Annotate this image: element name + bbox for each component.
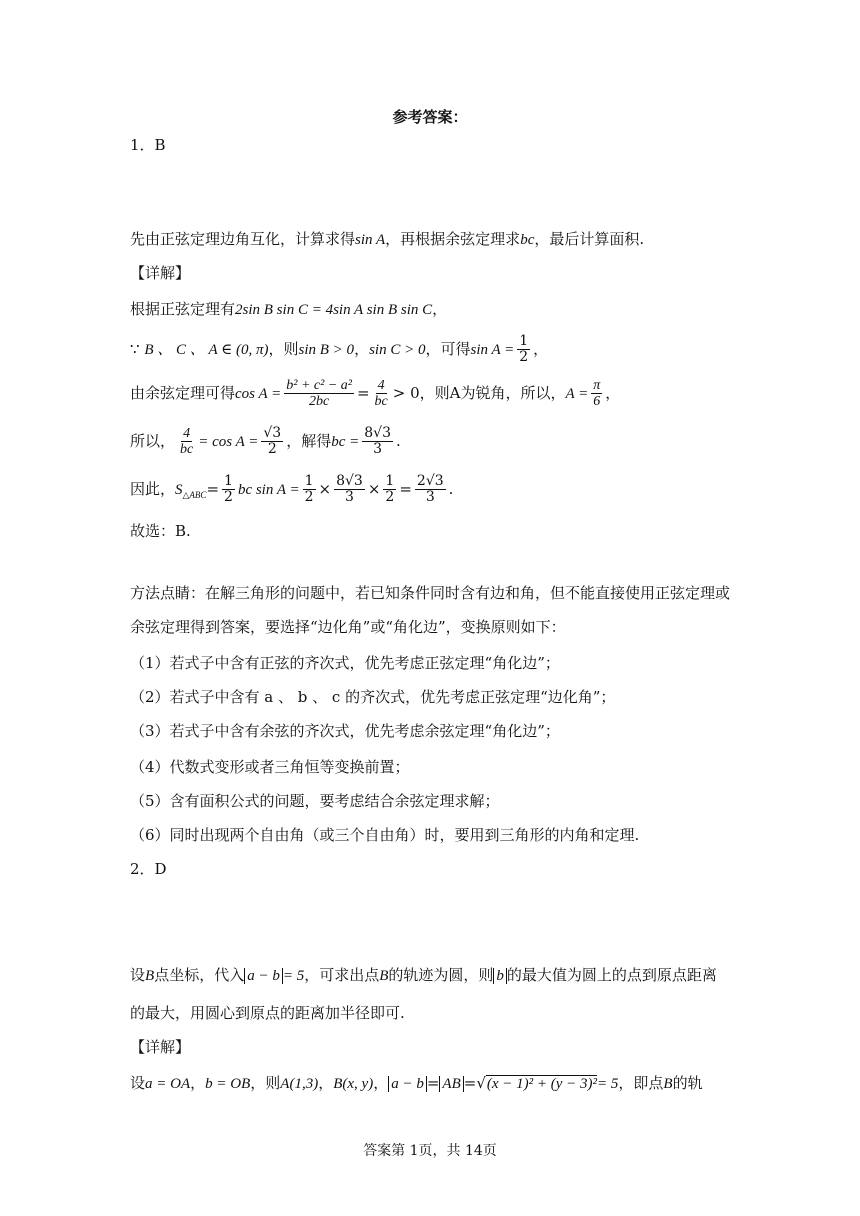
tip-line: （2）若式子中含有 a 、 b 、 c 的齐次式，优先考虑正弦定理“边化角”； [130, 688, 616, 706]
q2-detail-line: 设a = OA，b = OB，则A(1,3)，B(x, y)， a − b = AB =√(x − 1)² + (y − 3)²= 5，即点B的轨 [130, 1074, 703, 1092]
fraction: $\frac{2√3}{3}$ [416, 473, 444, 506]
q1-line-3: 由余弦定理可得cos A = $\frac{\text{b² + c² − a²}}{2bc}$ = $\frac{4}{bc}$ > 0，则A为锐角，所以，A = $\frac{\pi}{6}$ ， [130, 378, 621, 410]
page-footer: 答案第 1页，共 14页 [363, 1143, 497, 1159]
tip-line: （3）若式子中含有余弦的齐次式，优先考虑余弦定理“角化边”； [130, 722, 560, 740]
tip-line: （5）含有面积公式的问题，要考虑结合余弦定理求解； [130, 792, 500, 810]
tip-line: （6）同时出现两个自由角（或三个自由角）时，要用到三角形的内角和定理. [130, 826, 640, 844]
q1-line-4: 所以， $\frac{4}{bc}$ = cos A = $\frac{√3}{2}$ ，解得bc = $\frac{8√3}{3}$ . [130, 425, 401, 458]
fraction: $\frac{8√3}{3}$ [336, 473, 363, 506]
answer-2: 2．D [130, 860, 167, 878]
tip-line: 余弦定理得到答案，要选择“边化角”或“角化边”，变换原则如下： [130, 618, 566, 636]
q2-analysis-2: 的最大，用圆心到原点的距离加半径即可. [130, 1004, 405, 1022]
q1-line-5: 因此，$S_{\triangle ABC}=$ $\frac{1}{2}$ bc sin A = $\frac{1}{2}$ × $\frac{8√3}{3}$ × $\frac{1}{2}$ = $\frac{2√3}{3}$ . [130, 473, 454, 506]
fraction: $\frac{4}{bc}$ [374, 378, 388, 410]
q1-choose: 故选：B. [130, 522, 191, 540]
page-title: 参考答案： [392, 108, 468, 126]
sqrt-expression: (x − 1)² + (y − 3)² [486, 1076, 598, 1092]
q1-analysis: 先由正弦定理边角互化，计算求得sin A，再根据余弦定理求bc，最后计算面积. [130, 230, 645, 248]
fraction: $\frac{1}{2}$ [304, 473, 314, 506]
fraction: $\frac{1}{2}$ [385, 473, 395, 506]
fraction: $\frac{8√3}{3}$ [364, 425, 391, 458]
fraction: $\frac{\pi}{6}$ [593, 378, 601, 410]
tip-line: （1）若式子中含有正弦的齐次式，优先考虑正弦定理“角化边”； [130, 654, 560, 672]
q1-line-2: ∵ B 、 C 、 A ∈ (0, π)，则sin B > 0，sin C > 0，可得sin A = $\frac{1}{2}$ ， [130, 333, 549, 366]
abs-value: b [493, 968, 507, 984]
abs-value: a − b [388, 1076, 427, 1092]
answer-1: 1．B [130, 136, 166, 154]
q1-line-1: 根据正弦定理有2sin B sin C = 4sin A sin B sin C， [130, 300, 448, 318]
abs-value: a − b [244, 968, 283, 984]
tip-line: （4）代数式变形或者三角恒等变换前置； [130, 758, 410, 776]
fraction: $\frac{4}{bc}$ [180, 426, 194, 458]
fraction: $\frac{1}{2}$ [519, 333, 529, 366]
fraction: $\frac{1}{2}$ [224, 473, 233, 506]
q2-analysis-1: 设B点坐标，代入 a − b = 5，可求出点B的轨迹为圆，则 b 的最大值为圆上的点到原点距离 [130, 966, 717, 984]
fraction: $\frac{√3}{2}$ [263, 425, 282, 458]
abs-value: AB [439, 1076, 463, 1092]
q1-detail-label: 【详解】 [130, 264, 191, 282]
tip-line: 方法点睛：在解三角形的问题中，若已知条件同时含有边和角，但不能直接使用正弦定理或 [130, 584, 731, 602]
q2-detail-label: 【详解】 [130, 1038, 191, 1056]
fraction: $\frac{\text{b² + c² − a²}}{2bc}$ [286, 378, 352, 410]
